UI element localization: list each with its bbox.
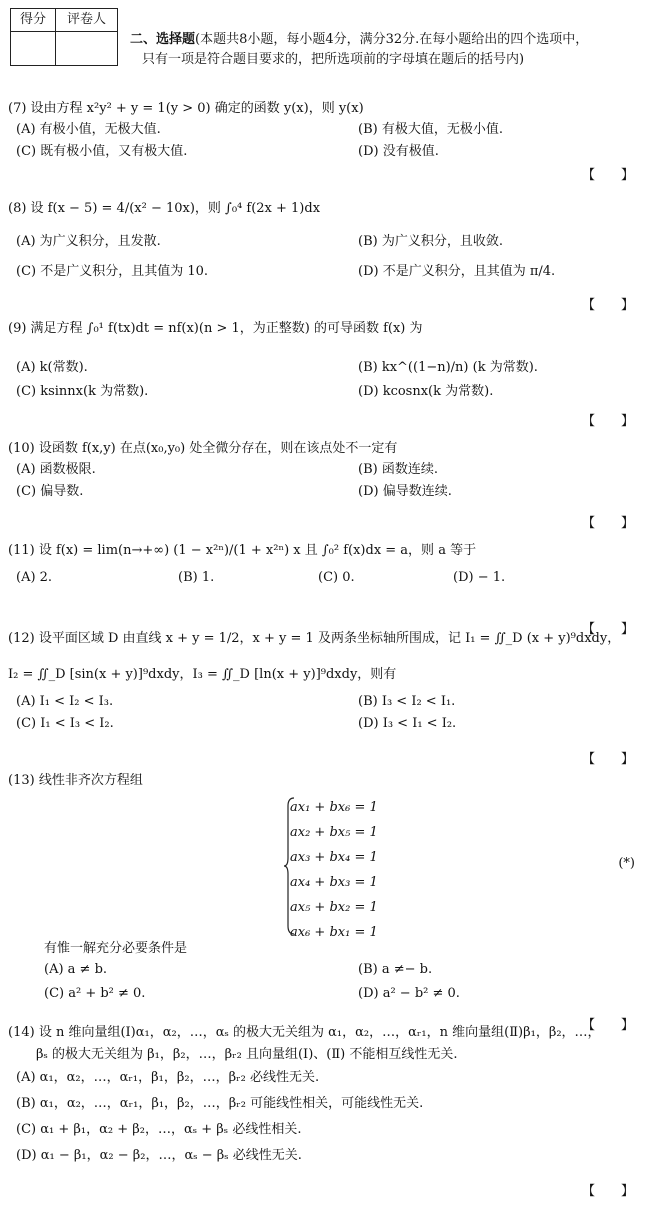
option-a: (A) a ≠ b.	[44, 962, 108, 977]
equation: ax₂ + bx₅ = 1	[290, 825, 378, 840]
equation: ax₁ + bx₆ = 1	[290, 800, 378, 815]
grader-cell	[56, 32, 117, 66]
option-d: (D) 偏导数连续.	[358, 484, 452, 499]
question-stem: (8) 设 f(x − 5) = 4/(x² − 10x)，则 ∫₀⁴ f(2x + 1)dx	[8, 201, 321, 216]
option-c: (C) 既有极小值，又有极大值.	[16, 144, 188, 159]
option-b: (B) α₁，α₂，…，αᵣ₁，β₁，β₂，…，βᵣ₂ 可能线性相关，可能线性无关.	[16, 1096, 424, 1111]
option-d: (D) 没有极值.	[358, 144, 439, 159]
grader-label: 评卷人	[66, 12, 106, 27]
equation: ax₄ + bx₃ = 1	[290, 875, 378, 890]
answer-bracket: 【 】	[581, 1184, 634, 1199]
option-c: (C) α₁ + β₁，α₂ + β₂，…，αₛ + βₛ 必线性相关.	[16, 1122, 302, 1137]
question-13	[8, 770, 658, 792]
equation-label: (*)	[618, 856, 635, 871]
question-11	[8, 540, 658, 637]
option-b: (B) I₃ < I₂ < I₁.	[358, 694, 456, 709]
equation: ax₃ + bx₄ = 1	[290, 850, 378, 865]
question-stem: (14) 设 n 维向量组(Ⅰ)α₁，α₂，…，αₛ 的极大无关组为 α₁，α₂，…，αᵣ₁，n 维向量组(Ⅱ)β₁，β₂，…，	[8, 1025, 601, 1040]
answer-bracket: 【 】	[581, 414, 634, 429]
option-d: (D) I₃ < I₁ < I₂.	[358, 716, 457, 731]
option-d: (D) α₁ − β₁，α₂ − β₂，…，αₛ − βₛ 必线性无关.	[16, 1148, 302, 1163]
question-10	[8, 438, 658, 531]
section-title: 二、选择题	[130, 32, 196, 47]
option-b: (B) 1.	[178, 570, 215, 585]
answer-bracket: 【 】	[581, 752, 634, 767]
option-c: (C) 不是广义积分，且其值为 10.	[16, 264, 209, 279]
question-stem-2: 有惟一解充分必要条件是	[44, 941, 188, 956]
option-c: (C) ksinnx(k 为常数).	[16, 384, 149, 399]
question-stem: (11) 设 f(x) = lim(n→+∞) (1 − x²ⁿ)/(1 + x²ⁿ) x 且 ∫₀² f(x)dx = a，则 a 等于	[8, 543, 477, 558]
option-c: (C) a² + b² ≠ 0.	[44, 986, 146, 1001]
answer-bracket: 【 】	[581, 1018, 634, 1033]
option-c: (C) 0.	[318, 570, 355, 585]
option-a: (A) α₁，α₂，…，αᵣ₁，β₁，β₂，…，βᵣ₂ 必线性无关.	[16, 1070, 320, 1085]
answer-bracket: 【 】	[581, 168, 634, 183]
option-a: (A) I₁ < I₂ < I₃.	[16, 694, 114, 709]
option-a: (A) 2.	[16, 570, 53, 585]
answer-bracket: 【 】	[581, 298, 634, 313]
option-d: (D) kcosnx(k 为常数).	[358, 384, 494, 399]
answer-bracket: 【 】	[581, 622, 634, 637]
option-d: (D) a² − b² ≠ 0.	[358, 986, 460, 1001]
question-stem: (10) 设函数 f(x,y) 在点(x₀,y₀) 处全微分存在，则在该点处不一定有	[8, 441, 398, 456]
section-desc-2: 只有一项是符合题目要求的，把所选项前的字母填在题后的括号内)	[142, 52, 525, 67]
option-b: (B) 有极大值，无极小值.	[358, 122, 503, 137]
option-a: (A) 有极小值，无极大值.	[16, 122, 161, 137]
brace-icon	[284, 796, 296, 936]
question-stem: (12) 设平面区域 D 由直线 x + y = 1/2，x + y = 1 及两条坐标轴所围成，记 I₁ = ∬_D (x + y)⁹dxdy，	[8, 631, 621, 646]
option-b: (B) kx^((1−n)/n) (k 为常数).	[358, 360, 538, 375]
option-c: (C) 偏导数.	[16, 484, 84, 499]
question-7	[8, 98, 658, 183]
option-b: (B) 为广义积分，且收敛.	[358, 234, 503, 249]
option-c: (C) I₁ < I₃ < I₂.	[16, 716, 114, 731]
score-label: 得分	[11, 9, 56, 31]
score-box	[10, 8, 118, 66]
question-stem-2: I₂ = ∬_D [sin(x + y)]⁹dxdy，I₃ = ∬_D [ln(x + y)]⁹dxdy，则有	[8, 667, 397, 682]
option-b: (B) 函数连续.	[358, 462, 438, 477]
equation: ax₆ + bx₁ = 1	[290, 925, 378, 940]
question-stem-2: βₛ 的极大无关组为 β₁，β₂，…，βᵣ₂ 且向量组(Ⅰ)、(Ⅱ) 不能相互线性无关.	[36, 1047, 458, 1062]
option-a: (A) 函数极限.	[16, 462, 96, 477]
option-d: (D) 不是广义积分，且其值为 π/4.	[358, 264, 556, 279]
option-b: (B) a ≠− b.	[358, 962, 433, 977]
question-8	[8, 198, 658, 313]
question-9	[8, 318, 658, 429]
equation: ax₅ + bx₂ = 1	[290, 900, 378, 915]
option-a: (A) k(常数).	[16, 360, 88, 375]
question-stem: (13) 线性非齐次方程组	[8, 773, 143, 788]
option-a: (A) 为广义积分，且发散.	[16, 234, 161, 249]
section-header	[130, 30, 660, 70]
score-cell	[11, 32, 56, 66]
question-12	[8, 628, 658, 767]
answer-bracket: 【 】	[581, 516, 634, 531]
section-desc-1: (本题共8小题，每小题4分，满分32分.在每小题给出的四个选项中，	[195, 32, 589, 47]
question-14	[8, 1022, 658, 1199]
option-d: (D) − 1.	[453, 570, 506, 585]
question-stem: (9) 满足方程 ∫₀¹ f(tx)dt = nf(x)(n > 1，为正整数) 的可导函数 f(x) 为	[8, 321, 423, 336]
equation-system	[290, 795, 378, 945]
question-stem: (7) 设由方程 x²y² + y = 1(y > 0) 确定的函数 y(x)，则 y(x)	[8, 101, 364, 116]
